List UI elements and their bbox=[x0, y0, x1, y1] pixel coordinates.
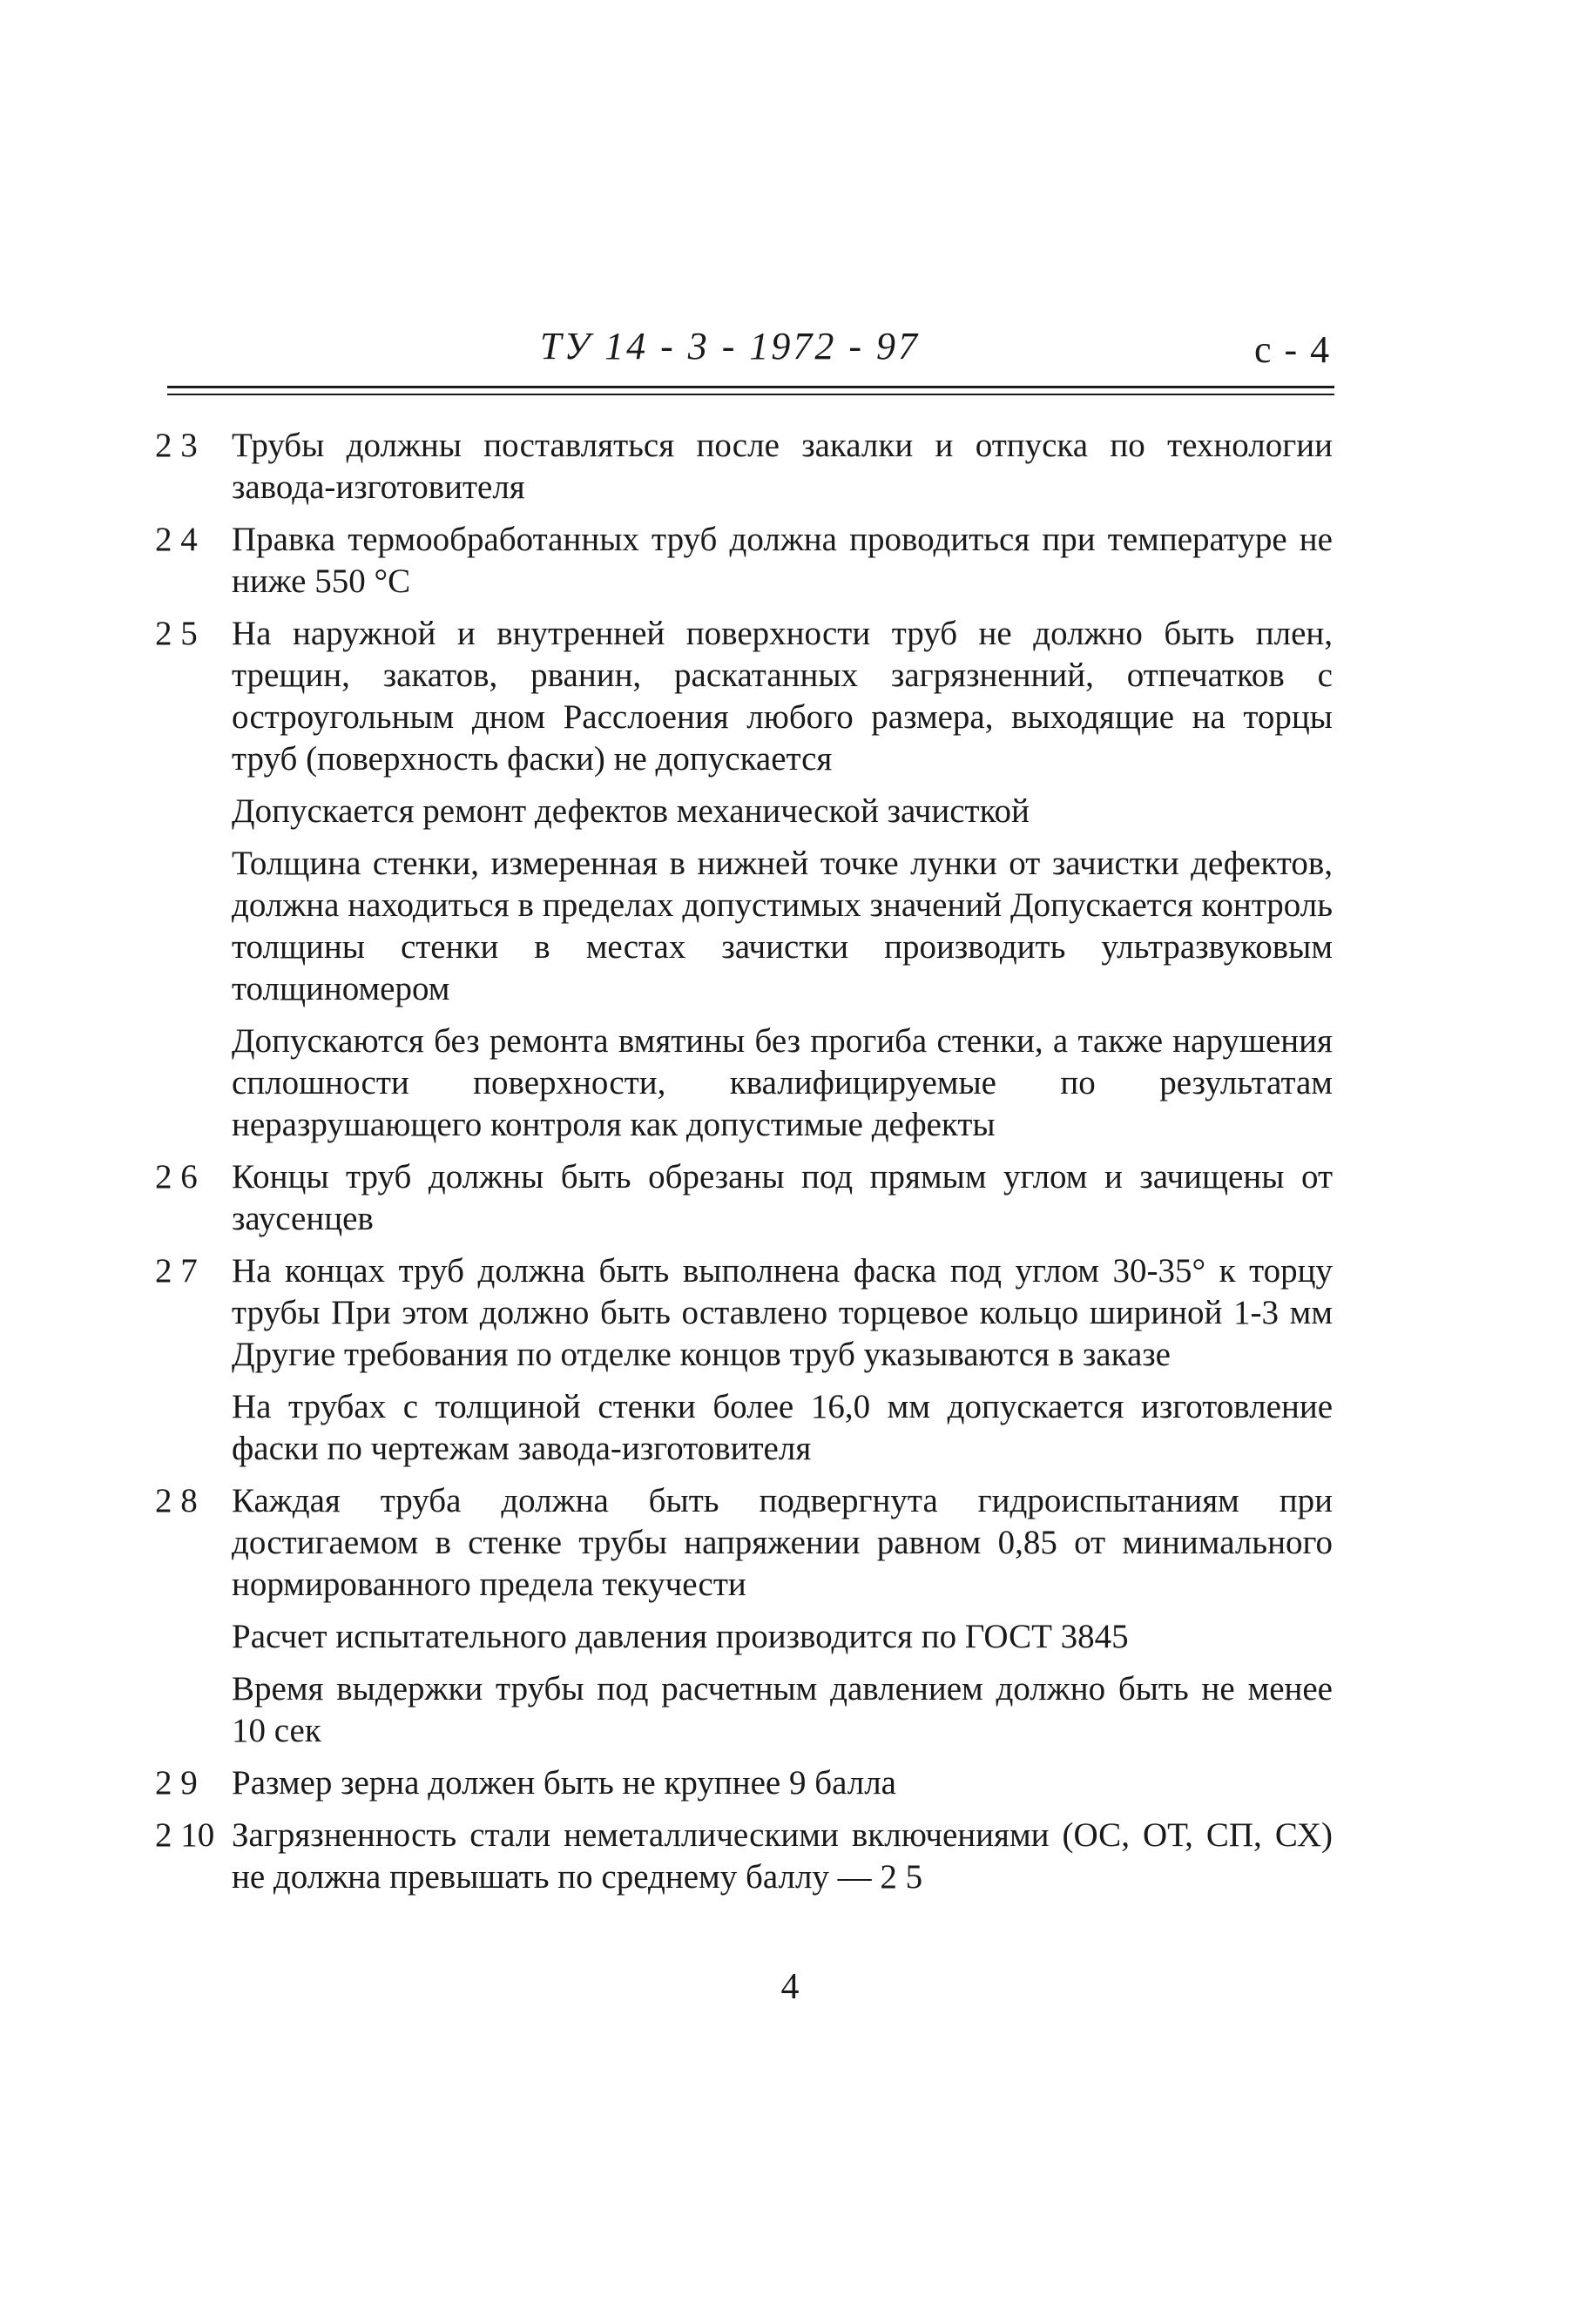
clause-subparagraph: На трубах с толщиной стенки более 16,0 мм допускается изготовление фаски по чертежам завода-изготовителя bbox=[232, 1388, 1333, 1467]
clause-item bbox=[155, 1250, 1333, 1470]
page-number: 4 bbox=[780, 1967, 800, 2007]
clause-item bbox=[155, 613, 1333, 1146]
document-code: ТУ 14 - 3 - 1972 - 97 bbox=[540, 325, 921, 367]
header-rule-top bbox=[167, 386, 1334, 388]
clause-number: 2 7 bbox=[155, 1252, 198, 1290]
clause-number: 2 3 bbox=[155, 427, 198, 464]
clause-text: Каждая труба должна быть подвергнута гидроиспытаниям при достигаемом в стенке трубы напряжении равном 0,85 от минимального нормированного предела текучести bbox=[232, 1482, 1333, 1603]
clause-item bbox=[155, 1815, 1333, 1898]
header-rule-bottom bbox=[167, 394, 1334, 395]
clause-text: На наружной и внутренней поверхности труб не должно быть плен, трещин, закатов, рванин, раскатанных загрязненний, отпечатков с остроугольным дном Расслоения любого размера, выходящие на торцы труб (поверхность фаски) не допускается bbox=[232, 615, 1333, 778]
clause-subparagraph: Толщина стенки, измеренная в нижней точке лунки от зачистки дефектов, должна находиться в пределах допустимых значений Допускается контроль толщины стенки в местах зачистки производить ультразвуковым толщиномером bbox=[232, 845, 1333, 1007]
clause-number: 2 8 bbox=[155, 1482, 198, 1519]
clause-text: Размер зерна должен быть не крупнее 9 балла bbox=[232, 1764, 896, 1802]
clause-number: 2 4 bbox=[155, 521, 198, 558]
clause-subparagraph: Допускаются без ремонта вмятины без прогиба стенки, а также нарушения сплошности поверхности, квалифицируемые по результатам неразрушающего контроля как допустимые дефекты bbox=[232, 1022, 1333, 1143]
clause-item bbox=[155, 1156, 1333, 1240]
clause-text: Правка термообработанных труб должна проводиться при температуре не ниже 550 °С bbox=[232, 521, 1333, 600]
clause-text: Концы труб должны быть обрезаны под прямым углом и зачищены от заусенцев bbox=[232, 1158, 1333, 1237]
clause-item bbox=[155, 1480, 1333, 1752]
clause-subparagraph: Допускается ремонт дефектов механической зачисткой bbox=[232, 792, 1030, 830]
clause-number: 2 10 bbox=[155, 1816, 215, 1854]
clause-number: 2 9 bbox=[155, 1764, 198, 1802]
clause-text: Трубы должны поставляться после закалки и отпуска по технологии завода-изготовителя bbox=[232, 427, 1333, 506]
header-page-label: с - 4 bbox=[1254, 328, 1332, 371]
clause-text: Загрязненность стали неметаллическими включениями (ОС, ОТ, СП, СХ) не должна превышать по среднему баллу — 2 5 bbox=[232, 1816, 1333, 1896]
clause-subparagraph: Время выдержки трубы под расчетным давлением должно быть не менее 10 сек bbox=[232, 1670, 1333, 1749]
clause-item bbox=[155, 519, 1333, 603]
clause-text: На концах труб должна быть выполнена фаска под углом 30-35° к торцу трубы При этом должно быть оставлено торцевое кольцо шириной 1-3 мм Другие требования по отделке концов труб указываются в заказе bbox=[232, 1252, 1333, 1373]
clause-number: 2 5 bbox=[155, 615, 198, 652]
clause-number: 2 6 bbox=[155, 1158, 198, 1196]
clause-item bbox=[155, 425, 1333, 509]
document-body bbox=[155, 425, 1333, 1909]
clause-item bbox=[155, 1762, 1333, 1804]
clause-subparagraph: Расчет испытательного давления производится по ГОСТ 3845 bbox=[232, 1618, 1129, 1655]
